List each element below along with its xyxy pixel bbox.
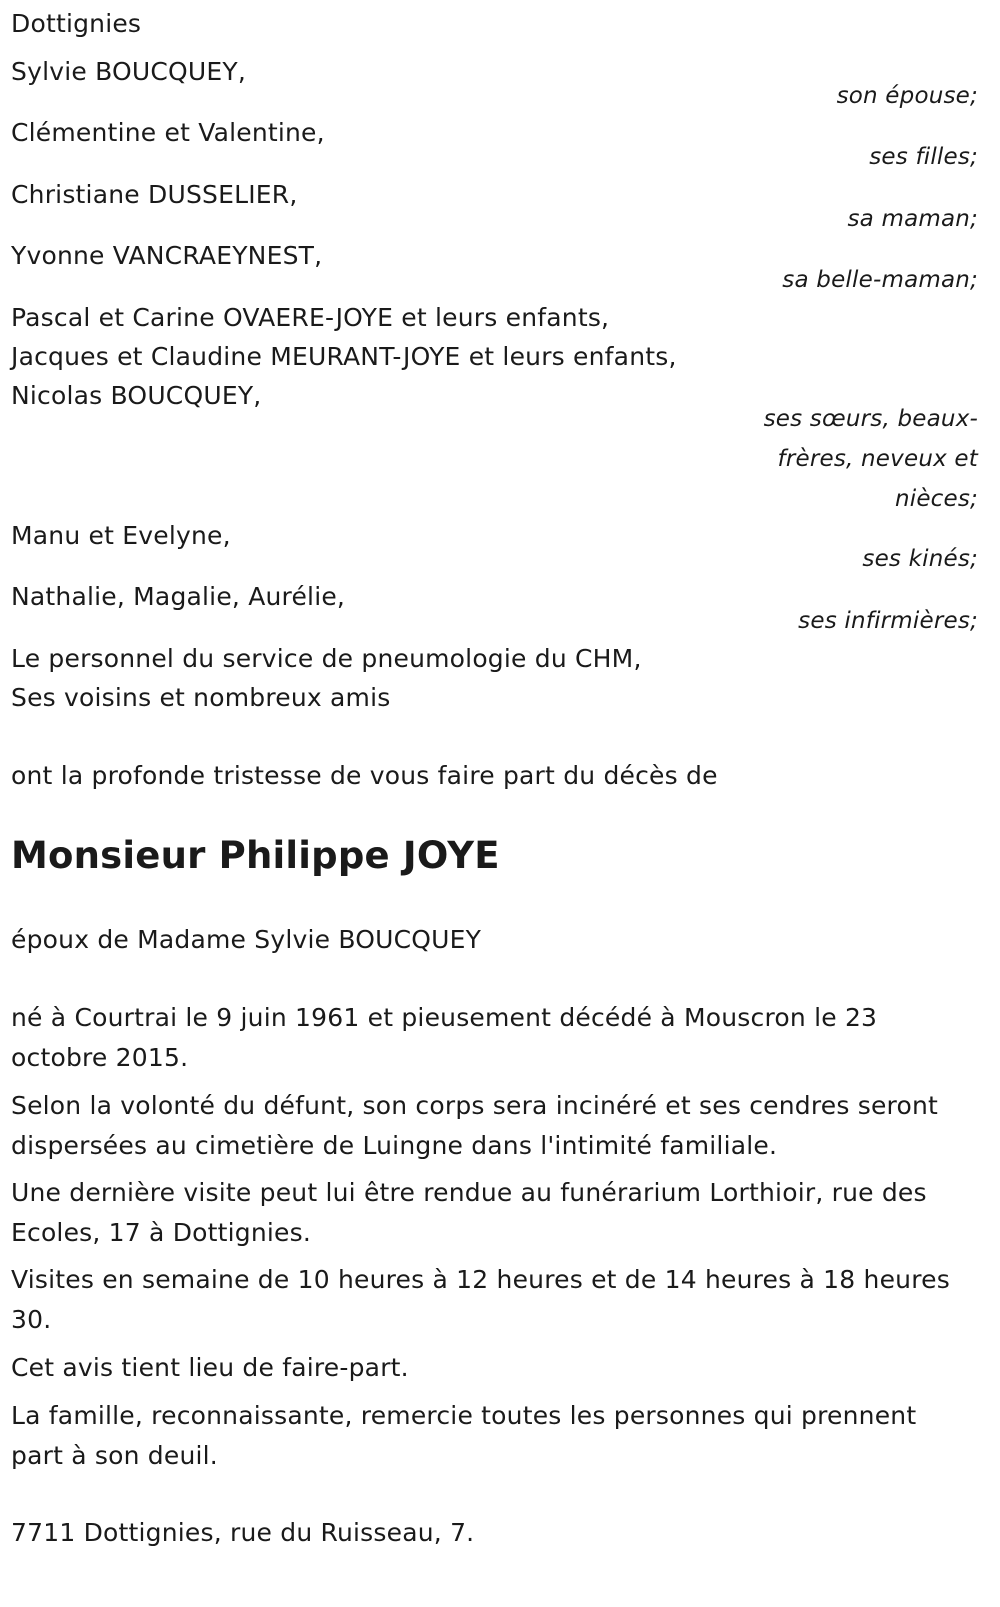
family-name: Nathalie, Magalie, Aurélie, (11, 582, 346, 611)
notice-paragraph: Cet avis tient lieu de faire-part. (11, 1353, 409, 1382)
family-relation: sa belle-maman; (782, 267, 978, 293)
deceased-name: Monsieur Philippe JOYE (11, 834, 500, 877)
cremation-paragraph: Selon la volonté du défunt, son corps sera incinéré et ses cendres seront dispersées au cimetière de Luingne dans l'intimité familiale. (11, 1091, 938, 1160)
thanks-paragraph: La famille, reconnaissante, remercie toutes les personnes qui prennent part à son deuil. (11, 1401, 917, 1470)
family-name: Sylvie BOUCQUEY, (11, 57, 247, 86)
family-name: Nicolas BOUCQUEY, (11, 381, 262, 410)
family-relation: ses infirmières; (798, 608, 978, 634)
family-name: Manu et Evelyne, (11, 521, 231, 550)
announcement-text: ont la profonde tristesse de vous faire part du décès de (11, 761, 718, 790)
address-line: 7711 Dottignies, rue du Ruisseau, 7. (11, 1518, 475, 1547)
location-heading: Dottignies (11, 9, 142, 38)
family-name: Yvonne VANCRAEYNEST, (11, 241, 323, 270)
family-name: Christiane DUSSELIER, (11, 180, 298, 209)
family-name: Pascal et Carine OVAERE-JOYE et leurs enfants, (11, 303, 610, 332)
family-relation: ses sœurs, beaux-frères, neveux et nièces; (763, 406, 978, 512)
family-relation: son épouse; (836, 83, 978, 109)
family-name: Clémentine et Valentine, (11, 118, 325, 147)
family-name: Ses voisins et nombreux amis (11, 683, 391, 712)
spouse-line: époux de Madame Sylvie BOUCQUEY (11, 925, 482, 954)
visit-hours-paragraph: Visites en semaine de 10 heures à 12 heures et de 14 heures à 18 heures 30. (11, 1265, 950, 1334)
family-name: Le personnel du service de pneumologie du CHM, (11, 644, 642, 673)
family-relation: ses filles; (869, 144, 978, 170)
family-name: Jacques et Claudine MEURANT-JOYE et leurs enfants, (11, 342, 677, 371)
family-relation: sa maman; (847, 206, 978, 232)
visit-location-paragraph: Une dernière visite peut lui être rendue au funérarium Lorthioir, rue des Ecoles, 17 à Dottignies. (11, 1178, 927, 1247)
birth-death-paragraph: né à Courtrai le 9 juin 1961 et pieusement décédé à Mouscron le 23 octobre 2015. (11, 1003, 878, 1072)
family-relation: ses kinés; (862, 546, 978, 572)
